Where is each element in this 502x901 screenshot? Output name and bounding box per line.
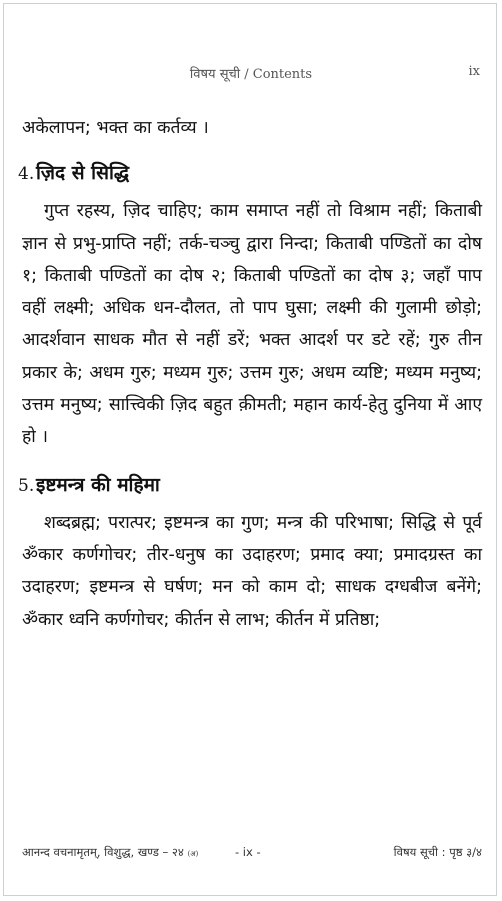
section-number: 5. — [18, 475, 35, 496]
section-heading — [18, 156, 482, 191]
section-4 — [18, 156, 482, 453]
page-footer — [0, 845, 502, 865]
contents-body — [18, 112, 482, 636]
section-heading — [18, 468, 482, 503]
footer-book-name: आनन्द वचनामृतम्, विशुद्ध, खण्ड – २४ — [22, 845, 184, 859]
section-topics: शब्दब्रह्म; परात्पर; इष्टमन्त्र का गुण; मन्त्र की परिभाषा; सिद्धि से पूर्व ॐकार कर्णगोचर; तीर-धनुष का उदाहरण; प्रमाद क्या; प्रमादग्रस्त का उदाहरण; इष्टमन्त्र से घर्षण; मन को काम दो; साधक दग्धबीज बनेंगे; ॐकार ध्वनि कर्णगोचर; कीर्तन से लाभ; कीर्तन में प्रतिष्ठा; — [22, 512, 482, 630]
lead-paragraph: अकेलापन; भक्त का कर्तव्य । — [22, 118, 209, 138]
section-title: ज़िद से सिद्धि — [36, 162, 130, 185]
section-topics: गुप्त रहस्य, ज़िद चाहिए; काम समाप्त नहीं तो विश्राम नहीं; किताबी ज्ञान से प्रभु-प्राप्ति नहीं; तर्क-चञ्चु द्वारा निन्दा; किताबी पण्डितों का दोष १; किताबी पण्डितों का दोष २; किताबी पण्डितों का दोष ३; जहाँ पाप वहीं लक्ष्मी; अधिक धन-दौलत, तो पाप घुसा; लक्ष्मी की गुलामी छोड़ो; आदर्शवान साधक मौत से नहीं डरें; भक्त आदर्श पर डटे रहें; गुरु तीन प्रकार के; अधम गुरु; मध्यम गुरु; उत्तम गुरु; अधम व्यष्टि; मध्यम मनुष्य; उत्तम मनुष्य; सात्त्विकी ज़िद बहुत क़ीमती; महान कार्य-हेतु दुनिया में आए हो । — [22, 201, 482, 448]
section-number: 4. — [18, 164, 35, 185]
header-page-numeral: ix — [468, 64, 480, 79]
footer-book-title — [22, 845, 198, 860]
running-header — [0, 64, 502, 84]
section-title: इष्टमन्त्र की महिमा — [36, 473, 160, 496]
footer-page-number: - ix - — [235, 845, 261, 859]
section-5 — [18, 468, 482, 636]
footer-book-note: (अ) — [187, 850, 199, 858]
header-title: विषय सूची / Contents — [189, 67, 313, 82]
footer-section-page: विषय सूची : पृष्ठ ३/४ — [393, 845, 482, 859]
